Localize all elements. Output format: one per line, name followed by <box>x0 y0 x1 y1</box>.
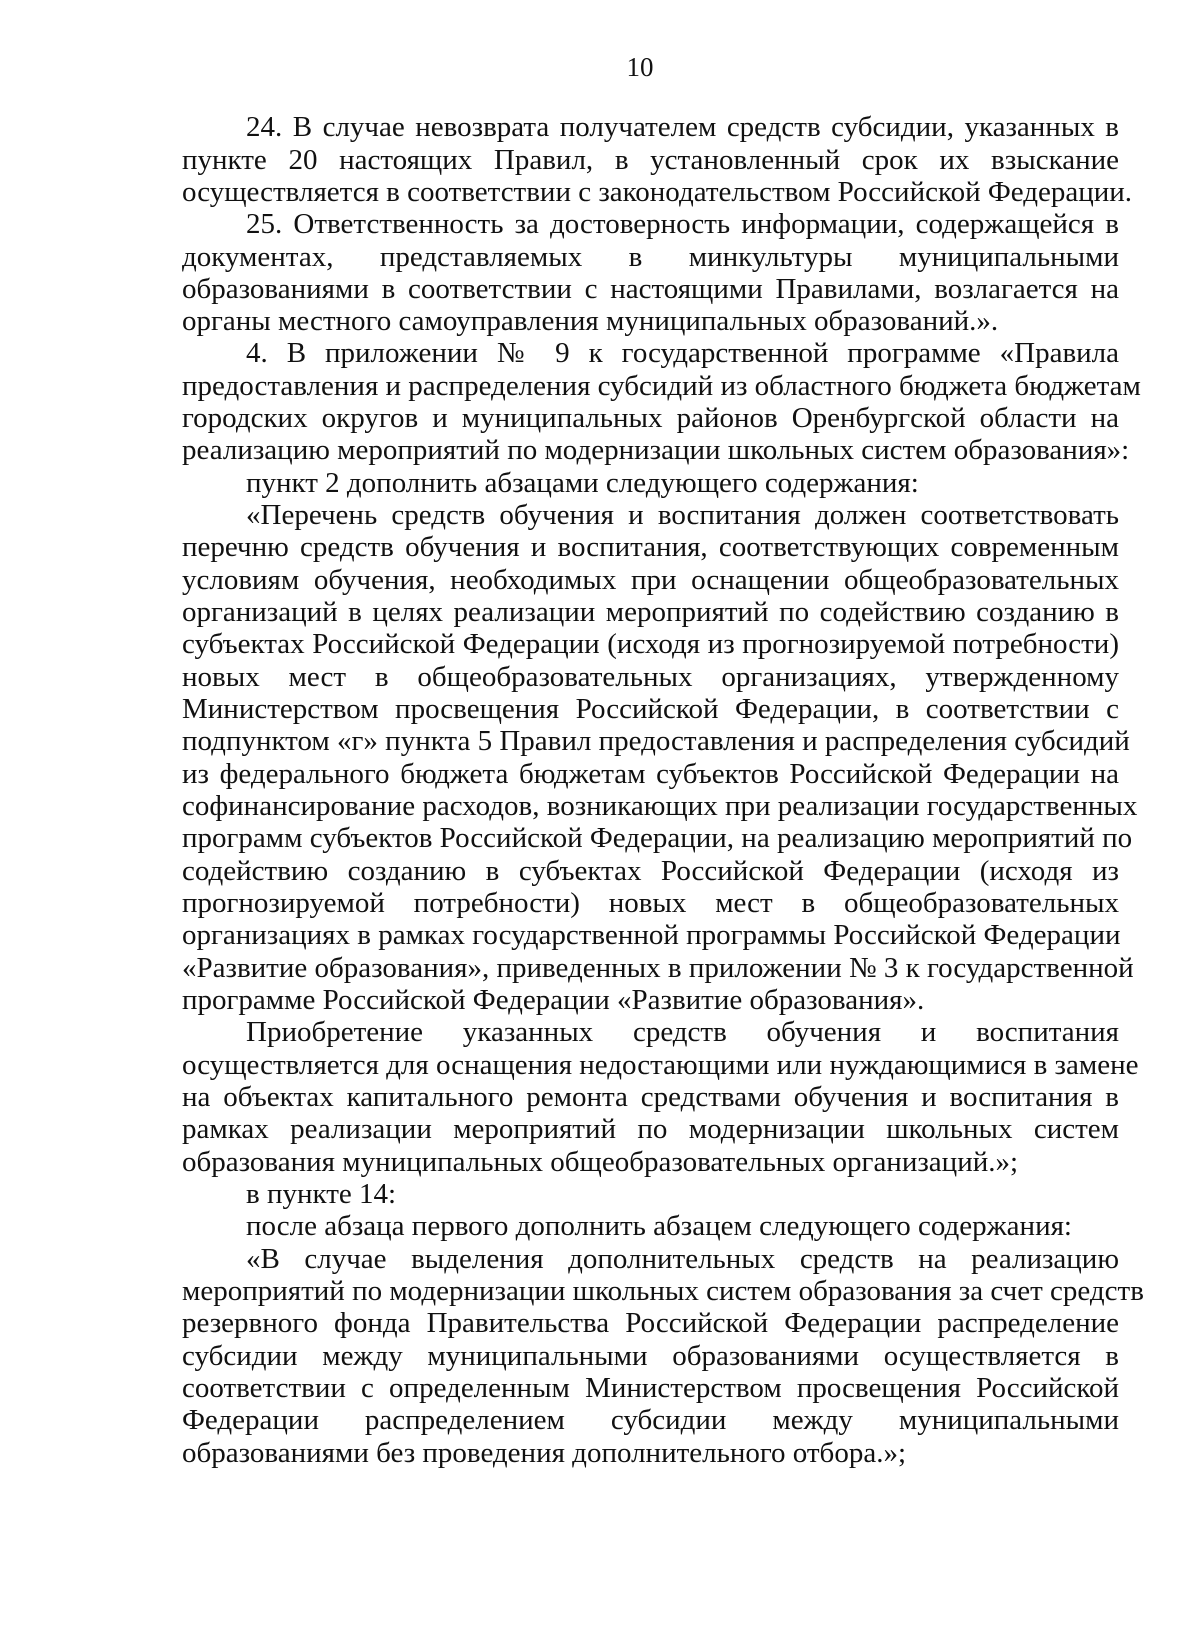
paragraph-line: мероприятий по модернизации школьных систем образования за счет средств <box>182 1275 1144 1307</box>
paragraph-line: организациях в рамках государственной программы Российской Федерации <box>182 919 1121 951</box>
paragraph-line: после абзаца первого дополнить абзацем следующего содержания: <box>246 1210 1072 1242</box>
paragraph-line: образования муниципальных общеобразовательных организаций.»; <box>182 1146 1019 1178</box>
paragraph-line: Министерством просвещения Российской Федерации, в соответствии с <box>182 693 1119 725</box>
paragraph-line: из федерального бюджета бюджетам субъектов Российской Федерации на <box>182 758 1119 790</box>
paragraph-line: реализацию мероприятий по модернизации школьных систем образования»: <box>182 434 1130 466</box>
paragraph-line: софинансирование расходов, возникающих при реализации государственных <box>182 790 1138 822</box>
paragraph-line: в пункте 14: <box>246 1178 397 1210</box>
paragraph-line: «В случае выделения дополнительных средств на реализацию <box>246 1243 1119 1275</box>
paragraph-line: на объектах капитального ремонта средствами обучения и воспитания в <box>182 1081 1119 1113</box>
paragraph-line: содействию созданию в субъектах Российской Федерации (исходя из <box>182 855 1119 887</box>
paragraph-line: программе Российской Федерации «Развитие образования». <box>182 984 925 1016</box>
paragraph-line: пункт 2 дополнить абзацами следующего содержания: <box>246 467 919 499</box>
paragraph-line: резервного фонда Правительства Российской Федерации распределение <box>182 1307 1119 1339</box>
paragraph-line: программ субъектов Российской Федерации, на реализацию мероприятий по <box>182 822 1133 854</box>
paragraph-line: 4. В приложении № 9 к государственной программе «Правила <box>246 337 1119 369</box>
paragraph-line: «Развитие образования», приведенных в приложении № 3 к государственной <box>182 952 1134 984</box>
paragraph-line: документах, представляемых в минкультуры муниципальными <box>182 241 1119 273</box>
paragraph-line: 24. В случае невозврата получателем средств субсидии, указанных в <box>246 111 1119 143</box>
paragraph-line: подпунктом «г» пункта 5 Правил предоставления и распределения субсидий <box>182 725 1130 757</box>
paragraph-line: образованиями без проведения дополнительного отбора.»; <box>182 1437 906 1469</box>
paragraph-line: «Перечень средств обучения и воспитания должен соответствовать <box>246 499 1119 531</box>
paragraph-line: Приобретение указанных средств обучения и воспитания <box>246 1016 1119 1048</box>
paragraph-line: пункте 20 настоящих Правил, в установленный срок их взыскание <box>182 144 1119 176</box>
paragraph-line: субъектах Российской Федерации (исходя из прогнозируемой потребности) <box>182 628 1119 660</box>
paragraph-line: городских округов и муниципальных районов Оренбургской области на <box>182 402 1119 434</box>
paragraph-line: Федерации распределением субсидии между муниципальными <box>182 1404 1119 1436</box>
paragraph-line: соответствии с определенным Министерством просвещения Российской <box>182 1372 1119 1404</box>
paragraph-line: рамках реализации мероприятий по модернизации школьных систем <box>182 1113 1119 1145</box>
paragraph-line: перечню средств обучения и воспитания, соответствующих современным <box>182 531 1119 563</box>
paragraph-line: предоставления и распределения субсидий из областного бюджета бюджетам <box>182 370 1141 402</box>
paragraph-line: прогнозируемой потребности) новых мест в общеобразовательных <box>182 887 1119 919</box>
paragraph-line: условиям обучения, необходимых при оснащении общеобразовательных <box>182 564 1119 596</box>
paragraph-line: органы местного самоуправления муниципальных образований.». <box>182 305 999 337</box>
paragraph-line: осуществляется для оснащения недостающими или нуждающимися в замене <box>182 1049 1139 1081</box>
paragraph-line: новых мест в общеобразовательных организациях, утвержденному <box>182 661 1119 693</box>
paragraph-line: осуществляется в соответствии с законодательством Российской Федерации. <box>182 176 1133 208</box>
paragraph-line: 25. Ответственность за достоверность информации, содержащейся в <box>246 208 1119 240</box>
page-number: 10 <box>626 52 654 82</box>
paragraph-line: образованиями в соответствии с настоящими Правилами, возлагается на <box>182 273 1119 305</box>
paragraph-line: субсидии между муниципальными образованиями осуществляется в <box>182 1340 1119 1372</box>
paragraph-line: организаций в целях реализации мероприятий по содействию созданию в <box>182 596 1119 628</box>
